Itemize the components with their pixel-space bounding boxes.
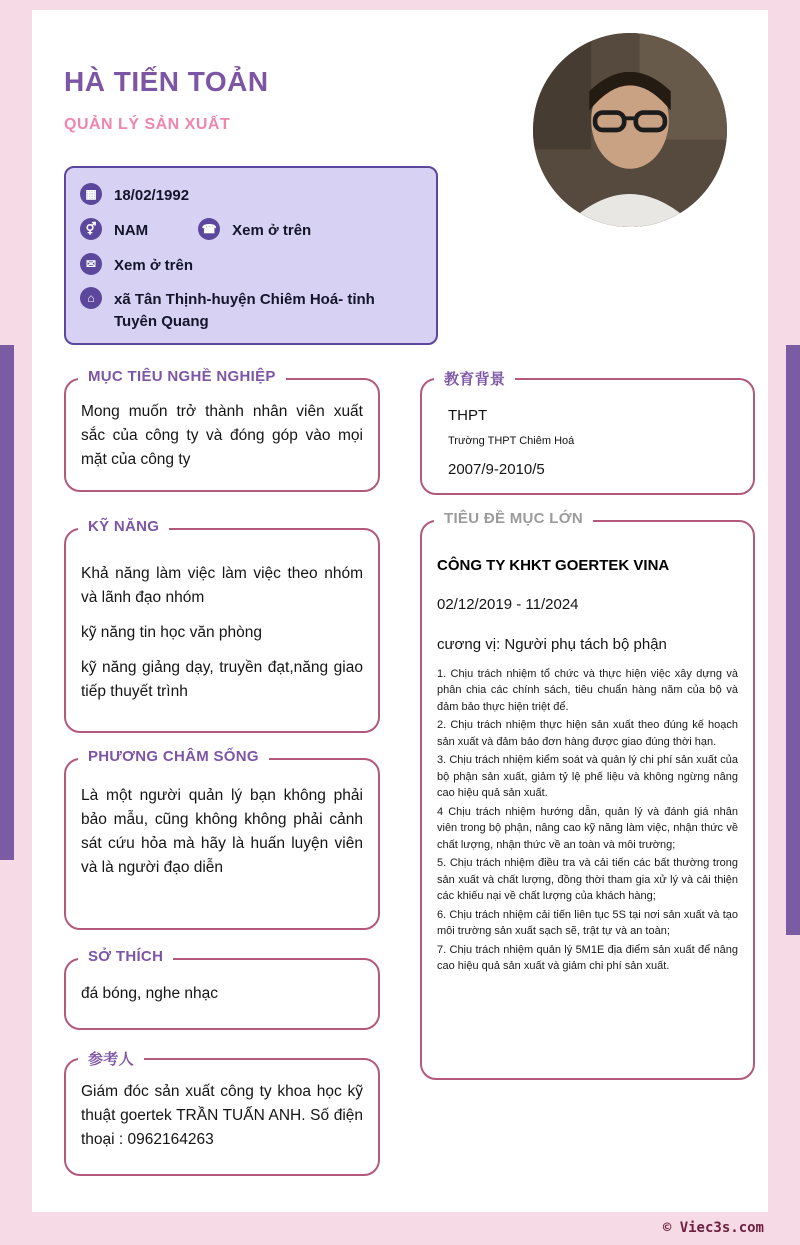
employment-period: 02/12/2019 - 11/2024 — [437, 596, 579, 614]
calendar-icon: ▦ — [80, 183, 102, 205]
references-title: 参考人 — [78, 1048, 144, 1069]
education-body — [422, 380, 753, 492]
skills-list — [66, 530, 378, 727]
education-period: 2007/9-2010/5 — [448, 461, 545, 479]
phone-value: Xem ở trên — [232, 221, 312, 239]
watermark-credit: © Viec3s.com — [662, 1220, 764, 1236]
section-skills — [64, 518, 380, 733]
life-motto-body: Là một người quản lý bạn không phải bảo mẫu, cũng không không phải cảnh sát cứu hỏa mà hãy là huấn luyện viên và là người đạo diễn — [81, 787, 363, 877]
address-row — [80, 287, 422, 333]
education-school: Trường THPT Chiêm Hoá — [448, 435, 575, 448]
education-level: THPT — [448, 407, 488, 424]
dob-value: 18/02/1992 — [114, 187, 190, 204]
profile-photo-placeholder — [533, 33, 727, 227]
life-motto-title: PHƯƠNG CHÂM SỐNG — [78, 748, 269, 765]
skill-item: Khả năng làm việc làm việc theo nhóm và lãnh đạo nhóm — [81, 565, 363, 607]
right-accent-bar — [786, 345, 800, 935]
career-objective-body: Mong muốn trở thành nhân viên xuất sắc của công ty và đóng góp vào mọi mặt của công ty — [81, 403, 363, 469]
duty-item: 4 Chịu trách nhiệm hướng dẫn, quản lý và đánh giá nhân viên trong bộ phận, nâng cao kỹ năng làm việc, nhận thức về chất lượng, nhận thức về an toàn và môi trường; — [437, 805, 738, 851]
address-value: xã Tân Thịnh-huyện Chiêm Hoá- tỉnh Tuyên Quang — [114, 291, 375, 330]
section-life-motto — [64, 748, 380, 930]
skill-item: kỹ năng giảng dạy, truyền đạt,năng giao tiếp thuyết trình — [81, 659, 363, 701]
work-experience-body — [422, 522, 753, 987]
duty-item: 5. Chịu trách nhiệm điều tra và cải tiến các bất thường trong sản xuất và chất lượng, đồng thời tham gia xử lý và cải thiện các khiếu nại về chất lượng của khách hàng; — [437, 857, 738, 903]
gender-phone-row — [80, 218, 422, 242]
work-experience-title: TIÊU ĐỀ MỤC LỚN — [434, 510, 593, 527]
profile-photo — [533, 33, 727, 227]
duty-item: 7. Chịu trách nhiệm quản lý 5M1E địa điểm sản xuất để nâng cao hiệu quả sản xuất và giảm chi phí sản xuất. — [437, 943, 738, 973]
skills-title: KỸ NĂNG — [78, 518, 169, 535]
section-work-experience — [420, 510, 755, 1080]
career-objective-title: MỤC TIÊU NGHỀ NGHIỆP — [78, 368, 286, 385]
section-references — [64, 1051, 380, 1176]
personal-info-box — [64, 166, 438, 345]
email-icon: ✉ — [80, 253, 102, 275]
left-accent-bar — [0, 345, 14, 860]
duty-item: 6. Chịu trách nhiệm cải tiến liên tục 5S tại nơi sản xuất và tạo môi trường sản xuất sạch sẽ, trật tự và an toàn; — [437, 908, 738, 938]
company-name: CÔNG TY KHKT GOERTEK VINA — [437, 557, 670, 574]
skill-item: kỹ năng tin học văn phòng — [81, 624, 262, 642]
section-hobbies — [64, 948, 380, 1030]
duty-item: 2. Chịu trách nhiệm thực hiện sản xuất theo đúng kế hoạch sản xuất và đảm bảo đơn hàng được giao đúng thời hạn. — [437, 719, 738, 748]
gender-value: NAM — [114, 221, 149, 239]
education-title: 教育背景 — [434, 368, 515, 389]
home-icon: ⌂ — [80, 287, 102, 309]
candidate-name: HÀ TIẾN TOẢN — [64, 66, 269, 97]
dob-row — [80, 183, 422, 207]
gender-group — [80, 218, 148, 242]
job-position: cương vị: Người phụ tách bộ phận — [437, 635, 667, 653]
email-row — [80, 253, 422, 277]
gender-icon: ⚥ — [80, 218, 102, 240]
references-body: Giám đóc sản xuất công ty khoa học kỹ thuật goertek TRẦN TUẤN ANH. Số điện thoại : 0962164263 — [81, 1083, 363, 1149]
section-education — [420, 371, 755, 495]
duty-item: 1. Chịu trách nhiệm tổ chức và thực hiện việc xây dựng và phân chia các chính sách, tiêu chuẩn hàng năm của bộ và đảm bảo thực hiện triệt để. — [437, 667, 738, 713]
phone-group — [198, 218, 311, 242]
hobbies-title: SỞ THÍCH — [78, 948, 173, 965]
hobbies-body: đá bóng, nghe nhạc — [81, 985, 219, 1002]
phone-icon: ☎ — [198, 218, 220, 240]
candidate-job-title: QUẢN LÝ SẢN XUẤT — [64, 116, 231, 133]
email-value: Xem ở trên — [114, 256, 194, 274]
duty-item: 3. Chịu trách nhiệm kiểm soát và quản lý chi phí sản xuất của bộ phận sản xuất, giảm tỷ lệ phế liệu và không ngừng nâng cao hiệu quả sản xuất. — [437, 754, 738, 800]
section-career-objective — [64, 368, 380, 492]
